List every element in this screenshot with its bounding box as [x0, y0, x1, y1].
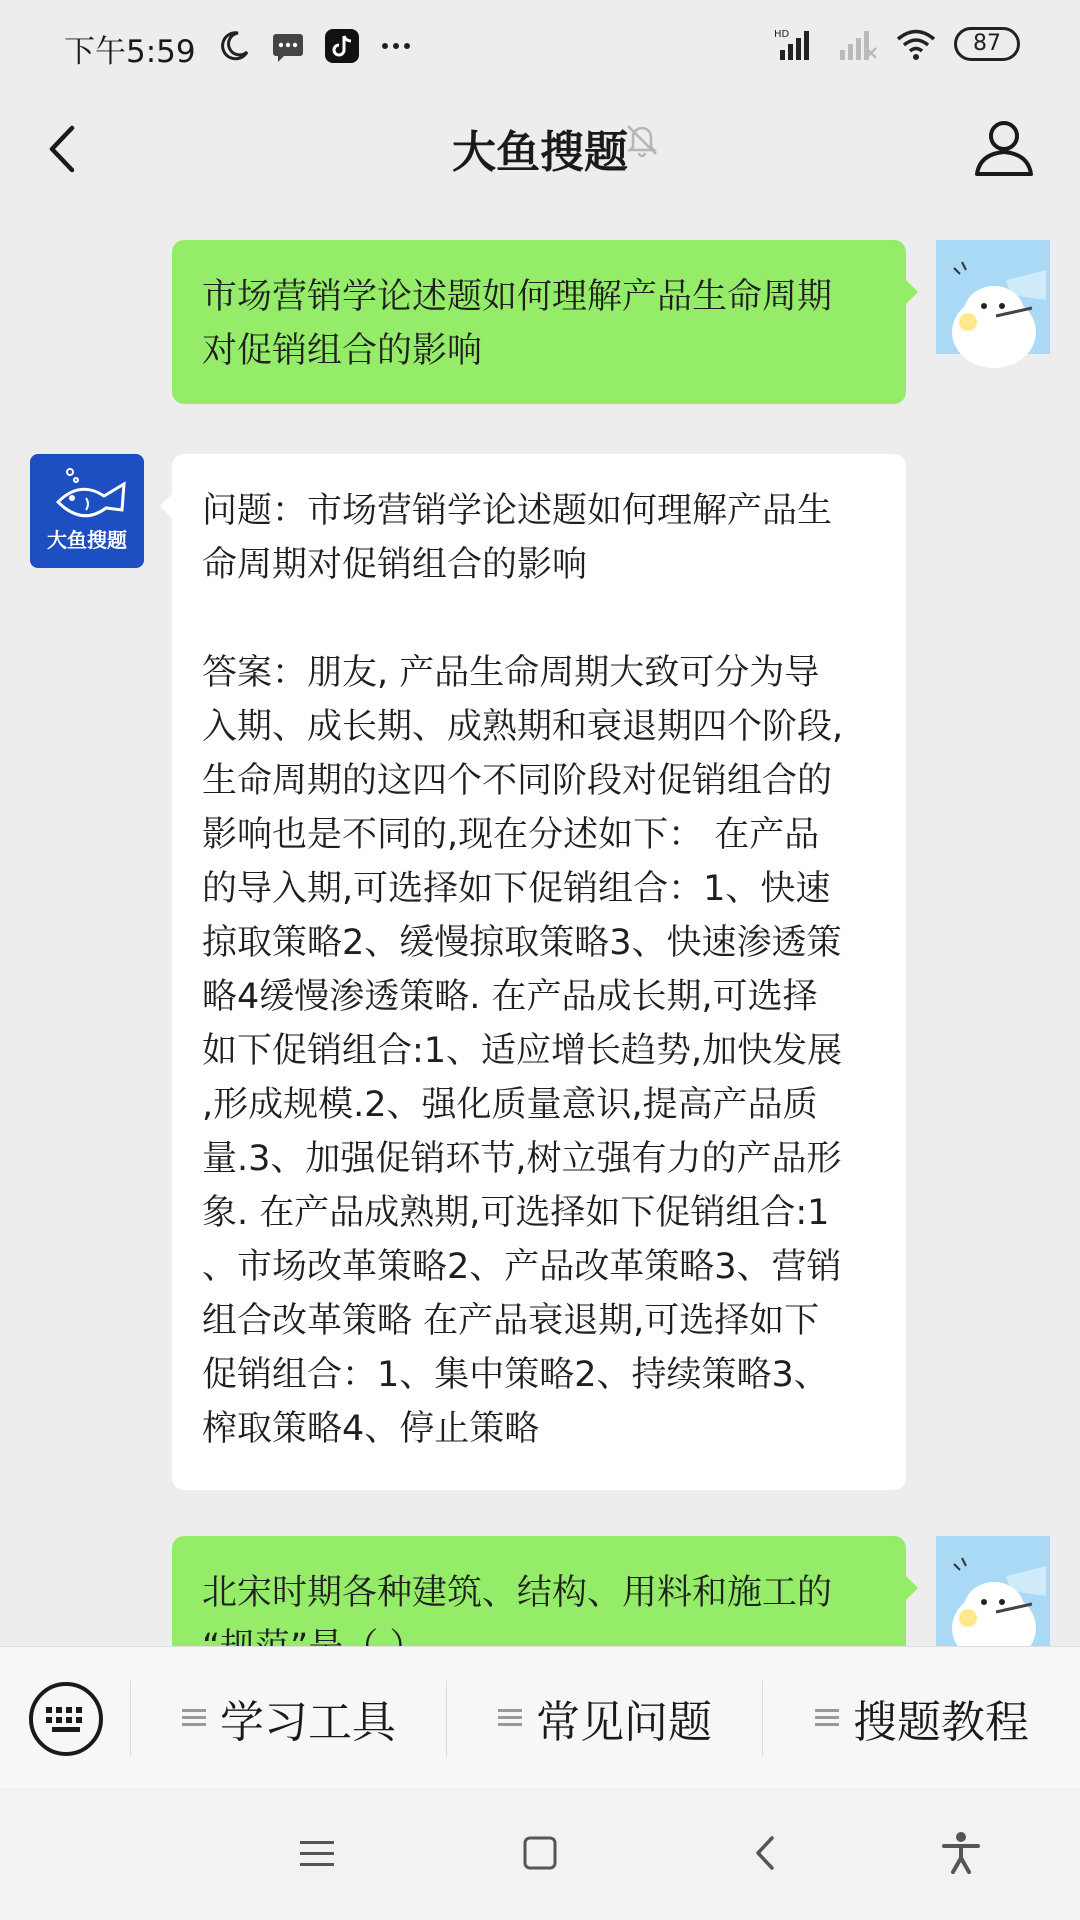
seal-avatar-icon [936, 1536, 1050, 1650]
seal-avatar-icon [936, 240, 1050, 354]
wifi-icon [894, 26, 938, 62]
answer-line: 、市场改革策略2、产品改革策略3、营销 [202, 1247, 842, 1287]
answer-line: 生命周期的这四个不同阶段对促销组合的 [202, 761, 833, 801]
tiktok-icon [324, 28, 360, 64]
message-line: 市场营销学论述题如何理解产品生命周期 [202, 277, 833, 317]
menu-lines-icon [498, 1707, 522, 1729]
status-icons-right [774, 26, 1020, 62]
answer-line: 略4缓慢渗透策略. 在产品成长期,可选择 [202, 977, 818, 1017]
question-line: 问题：市场营销学论述题如何理解产品生 [202, 491, 833, 531]
message-icon [270, 28, 306, 64]
message-line: 北宋时期各种建筑、结构、用料和施工的 [202, 1573, 833, 1613]
answer-line: 入期、成长期、成熟期和衰退期四个阶段, [202, 707, 844, 747]
answer-line: 促销组合：1、集中策略2、持续策略3、 [202, 1355, 829, 1395]
keyboard-icon[interactable] [28, 1681, 104, 1757]
menu-divider [130, 1681, 131, 1757]
menu-item-faq[interactable] [448, 1647, 762, 1789]
no-signal-icon [834, 26, 878, 62]
battery-icon: 87 [954, 27, 1020, 61]
menu-lines-icon [182, 1707, 206, 1729]
more-icon [378, 28, 414, 64]
chat-area[interactable] [0, 206, 1080, 1646]
bot-message-bubble[interactable] [172, 454, 906, 1490]
menu-divider [762, 1681, 763, 1757]
answer-line: 的导入期,可选择如下促销组合：1、快速 [202, 869, 831, 909]
message-line: 对促销组合的影响 [202, 331, 483, 371]
bottom-menu-bar [0, 1646, 1080, 1788]
user-avatar[interactable] [936, 240, 1050, 354]
system-nav-bar [0, 1788, 1080, 1920]
answer-line: 如下促销组合:1、适应增长趋势,加快发展 [202, 1031, 843, 1071]
menu-item-study-tools[interactable] [132, 1647, 446, 1789]
home-icon[interactable] [515, 1828, 565, 1878]
status-bar [0, 0, 1080, 96]
spacer [202, 592, 876, 646]
status-time: 下午5:59 [64, 34, 196, 70]
back-icon[interactable] [742, 1828, 792, 1878]
page-title: 大鱼搜题 [452, 127, 628, 178]
user-message-bubble[interactable] [172, 240, 906, 404]
answer-line: 象. 在产品成熟期,可选择如下促销组合:1 [202, 1193, 830, 1233]
answer-line: 影响也是不同的,现在分述如下： 在产品 [202, 815, 820, 855]
question-line: 命周期对促销组合的影响 [202, 545, 588, 585]
nav-bar [0, 96, 1080, 206]
menu-item-label: 搜题教程 [853, 1697, 1029, 1748]
menu-divider [446, 1681, 447, 1757]
bell-muted-icon [622, 120, 662, 160]
answer-line: 掠取策略2、缓慢掠取策略3、快速渗透策 [202, 923, 842, 963]
svg-text:HD: HD [774, 29, 790, 40]
answer-line: 量.3、加强促销环节,树立强有力的产品形 [202, 1139, 842, 1179]
answer-line: ,形成规模.2、强化质量意识,提高产品质 [202, 1085, 818, 1125]
answer-line: 答案：朋友, 产品生命周期大致可分为导 [202, 653, 820, 693]
hd-signal-icon [774, 26, 818, 62]
user-avatar[interactable] [936, 1536, 1050, 1650]
answer-line: 组合改革策略 在产品衰退期,可选择如下 [202, 1301, 820, 1341]
bubble-tail [906, 1576, 918, 1600]
menu-lines-icon [815, 1707, 839, 1729]
user-icon[interactable] [968, 112, 1040, 184]
menu-item-tutorial[interactable] [764, 1647, 1080, 1789]
bot-avatar-label: 大鱼搜题 [47, 528, 127, 552]
bot-avatar[interactable] [30, 454, 144, 568]
menu-item-label: 学习工具 [220, 1697, 396, 1748]
accessibility-icon[interactable] [936, 1828, 986, 1878]
status-icons-left [216, 28, 414, 64]
moon-icon [216, 28, 252, 64]
bubble-tail [906, 280, 918, 304]
bubble-tail [160, 494, 172, 518]
answer-line: 榨取策略4、停止策略 [202, 1409, 540, 1449]
menu-item-label: 常见问题 [536, 1697, 712, 1748]
menu-icon[interactable] [292, 1828, 342, 1878]
